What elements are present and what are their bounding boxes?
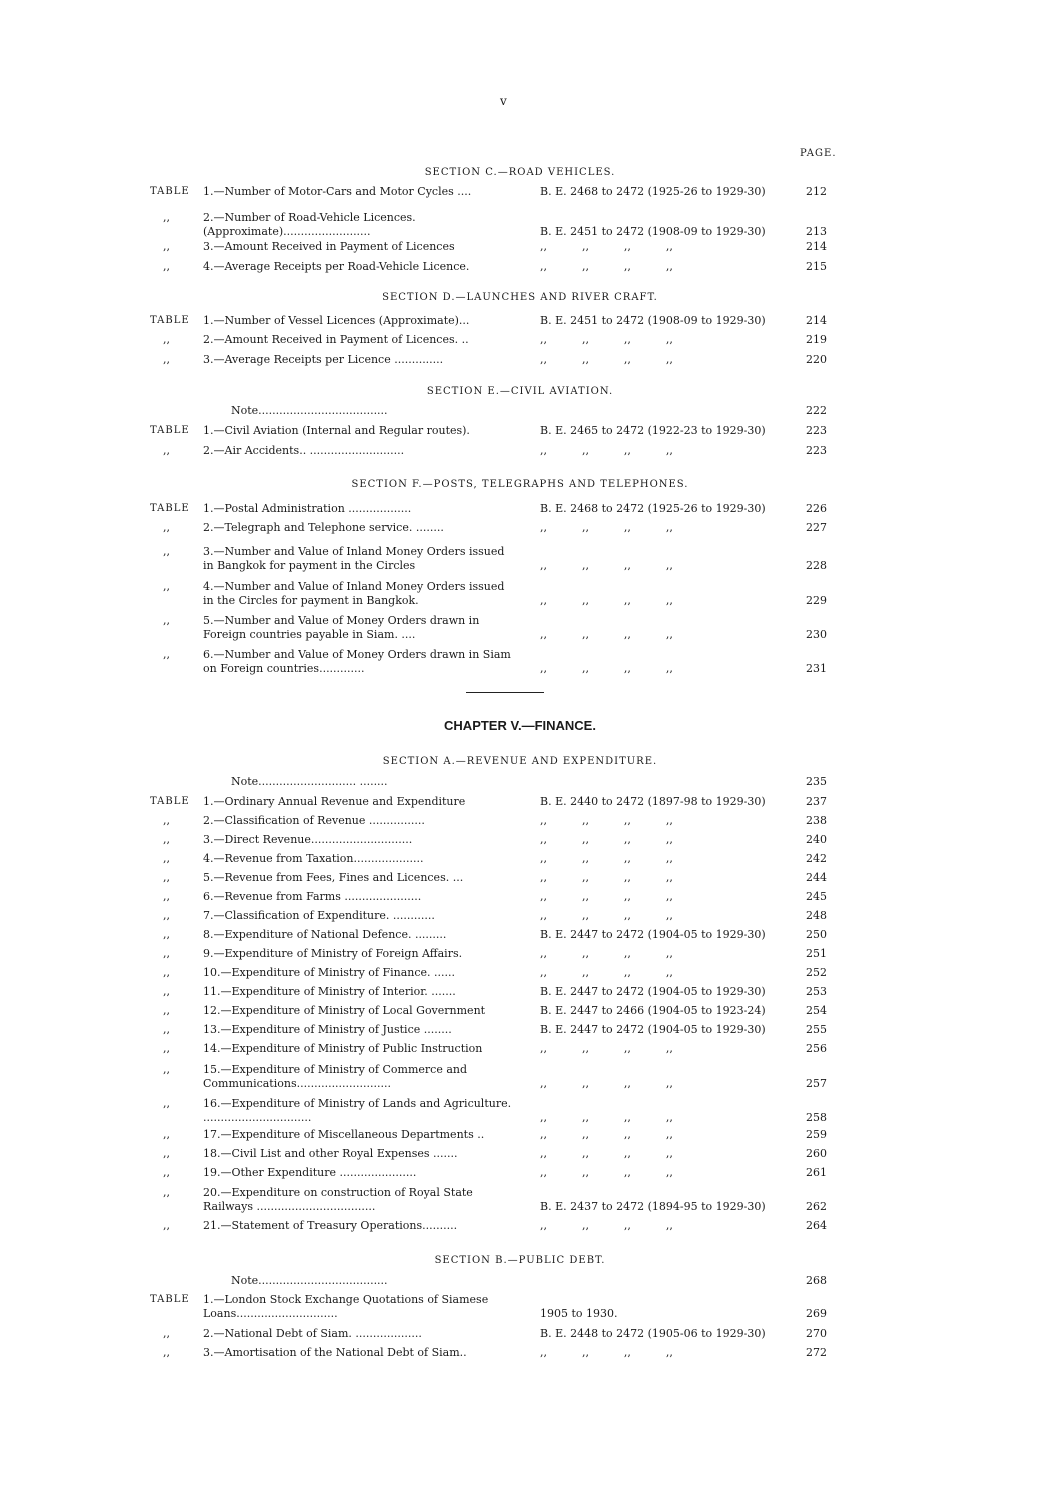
ditto-mark: ,,: [163, 1166, 170, 1179]
entry-period: B. E. 2448 to 2472 (1905-06 to 1929-30): [540, 1327, 766, 1340]
entry-period: ,, ,, ,, ,,: [540, 966, 673, 979]
entry-title: 19.—Other Expenditure ......................: [203, 1166, 417, 1179]
ditto-mark: ,,: [163, 580, 170, 593]
ditto-mark: ,,: [163, 1097, 170, 1110]
ditto-mark: ,,: [163, 545, 170, 558]
table-label: TABLE: [150, 315, 190, 326]
entry-title: 10.—Expenditure of Ministry of Finance. ......: [203, 966, 456, 979]
entry-title: 2.—Number of Road-Vehicle Licences. (Approximate).........................: [203, 211, 416, 238]
entry-page-number: 237: [806, 795, 827, 808]
entry-period: ,, ,, ,, ,,: [540, 1077, 673, 1090]
entry-period: ,, ,, ,, ,,: [540, 594, 673, 607]
ditto-mark: ,,: [163, 1327, 170, 1340]
entry-title: 1.—Ordinary Annual Revenue and Expenditure: [203, 795, 466, 808]
entry-page-number: 254: [806, 1004, 827, 1017]
ditto-mark: ,,: [163, 211, 170, 224]
table-label: TABLE: [150, 186, 190, 197]
entry-title: Note............................ ........: [231, 775, 388, 788]
entry-title: 16.—Expenditure of Ministry of Lands and Agriculture. ...............................: [203, 1097, 512, 1124]
entry-page-number: 251: [806, 947, 827, 960]
entry-period: ,, ,, ,, ,,: [540, 628, 673, 641]
entry-period: ,, ,, ,, ,,: [540, 444, 673, 457]
ditto-mark: ,,: [163, 909, 170, 922]
entry-page-number: 230: [806, 628, 827, 641]
entry-page-number: 255: [806, 1023, 827, 1036]
ditto-mark: ,,: [163, 852, 170, 865]
entry-page-number: 261: [806, 1166, 827, 1179]
entry-title: 8.—Expenditure of National Defence. .........: [203, 928, 447, 941]
entry-page-number: 242: [806, 852, 827, 865]
entry-period: 1905 to 1930.: [540, 1307, 618, 1320]
entry-page-number: 214: [806, 314, 827, 327]
entry-period: ,, ,, ,, ,,: [540, 559, 673, 572]
entry-period: ,, ,, ,, ,,: [540, 1111, 673, 1124]
entry-period: ,, ,, ,, ,,: [540, 1346, 673, 1359]
section-heading: SECTION A.—REVENUE AND EXPENDITURE.: [382, 756, 658, 767]
entry-title: 4.—Average Receipts per Road-Vehicle Licence.: [203, 260, 470, 273]
entry-period: ,, ,, ,, ,,: [540, 947, 673, 960]
entry-page-number: 229: [806, 594, 827, 607]
entry-title: 3.—Direct Revenue.............................: [203, 833, 413, 846]
entry-page-number: 222: [806, 404, 827, 417]
entry-period: ,, ,, ,, ,,: [540, 1147, 673, 1160]
ditto-mark: ,,: [163, 833, 170, 846]
entry-period: ,, ,, ,, ,,: [540, 833, 673, 846]
entry-title: 3.—Amortisation of the National Debt of Siam..: [203, 1346, 467, 1359]
entry-page-number: 219: [806, 333, 827, 346]
entry-title: 20.—Expenditure on construction of Royal State Railways ..................................: [203, 1186, 473, 1213]
entry-page-number: 253: [806, 985, 827, 998]
entry-page-number: 212: [806, 185, 827, 198]
entry-title: 2.—National Debt of Siam. ...................: [203, 1327, 422, 1340]
entry-title: 15.—Expenditure of Ministry of Commerce and Communications...........................: [203, 1063, 468, 1090]
entry-title: 2.—Classification of Revenue ................: [203, 814, 425, 827]
table-label: TABLE: [150, 796, 190, 807]
entry-page-number: 270: [806, 1327, 827, 1340]
entry-title: 3.—Amount Received in Payment of Licences: [203, 240, 455, 253]
table-label: TABLE: [150, 425, 190, 436]
ditto-mark: ,,: [163, 928, 170, 941]
entry-period: B. E. 2451 to 2472 (1908-09 to 1929-30): [540, 225, 766, 238]
entry-page-number: 268: [806, 1274, 827, 1287]
entry-title: 5.—Number and Value of Money Orders drawn in Foreign countries payable in Siam. ....: [203, 614, 480, 641]
entry-title: 2.—Air Accidents.. ...........................: [203, 444, 405, 457]
ditto-mark: ,,: [163, 1128, 170, 1141]
divider-rule: [466, 692, 544, 693]
entry-title: 2.—Amount Received in Payment of Licences. ..: [203, 333, 469, 346]
entry-page-number: 262: [806, 1200, 827, 1213]
entry-title: Note.....................................: [231, 404, 388, 417]
ditto-mark: ,,: [163, 521, 170, 534]
entry-title: 1.—Number of Vessel Licences (Approximate)...: [203, 314, 470, 327]
ditto-mark: ,,: [163, 985, 170, 998]
entry-page-number: 250: [806, 928, 827, 941]
entry-period: ,, ,, ,, ,,: [540, 260, 673, 273]
ditto-mark: ,,: [163, 240, 170, 253]
ditto-mark: ,,: [163, 966, 170, 979]
entry-title: 17.—Expenditure of Miscellaneous Departments ..: [203, 1128, 485, 1141]
entry-period: B. E. 2447 to 2466 (1904-05 to 1923-24): [540, 1004, 766, 1017]
ditto-mark: ,,: [163, 1219, 170, 1232]
entry-title: Note.....................................: [231, 1274, 388, 1287]
entry-title: 1.—London Stock Exchange Quotations of Siamese Loans.............................: [203, 1293, 489, 1320]
entry-period: ,, ,, ,, ,,: [540, 240, 673, 253]
ditto-mark: ,,: [163, 1023, 170, 1036]
entry-page-number: 214: [806, 240, 827, 253]
entry-page-number: 259: [806, 1128, 827, 1141]
ditto-mark: ,,: [163, 1186, 170, 1199]
entry-period: ,, ,, ,, ,,: [540, 852, 673, 865]
ditto-mark: ,,: [163, 614, 170, 627]
entry-period: B. E. 2440 to 2472 (1897-98 to 1929-30): [540, 795, 766, 808]
entry-title: 11.—Expenditure of Ministry of Interior. .......: [203, 985, 456, 998]
entry-period: ,, ,, ,, ,,: [540, 890, 673, 903]
entry-period: ,, ,, ,, ,,: [540, 1128, 673, 1141]
entry-period: ,, ,, ,, ,,: [540, 909, 673, 922]
entry-title: 14.—Expenditure of Ministry of Public Instruction: [203, 1042, 483, 1055]
entry-page-number: 223: [806, 424, 827, 437]
entry-title: 3.—Average Receipts per Licence ..............: [203, 353, 444, 366]
ditto-mark: ,,: [163, 1147, 170, 1160]
entry-title: 6.—Revenue from Farms ......................: [203, 890, 422, 903]
entry-page-number: 213: [806, 225, 827, 238]
page-column-heading: PAGE.: [800, 148, 837, 159]
entry-title: 1.—Number of Motor-Cars and Motor Cycles ....: [203, 185, 472, 198]
entry-page-number: 215: [806, 260, 827, 273]
entry-page-number: 245: [806, 890, 827, 903]
entry-period: B. E. 2447 to 2472 (1904-05 to 1929-30): [540, 1023, 766, 1036]
entry-page-number: 227: [806, 521, 827, 534]
chapter-title: CHAPTER V.—FINANCE.: [444, 718, 596, 733]
entry-title: 7.—Classification of Expenditure. ............: [203, 909, 435, 922]
entry-page-number: 238: [806, 814, 827, 827]
section-heading: SECTION E.—CIVIL AVIATION.: [426, 386, 614, 397]
ditto-mark: ,,: [163, 1042, 170, 1055]
entry-period: ,, ,, ,, ,,: [540, 1219, 673, 1232]
entry-page-number: 220: [806, 353, 827, 366]
ditto-mark: ,,: [163, 947, 170, 960]
table-label: TABLE: [150, 1294, 190, 1305]
ditto-mark: ,,: [163, 260, 170, 273]
entry-period: B. E. 2437 to 2472 (1894-95 to 1929-30): [540, 1200, 766, 1213]
entry-title: 4.—Revenue from Taxation....................: [203, 852, 424, 865]
entry-page-number: 240: [806, 833, 827, 846]
entry-page-number: 244: [806, 871, 827, 884]
entry-page-number: 269: [806, 1307, 827, 1320]
entry-page-number: 264: [806, 1219, 827, 1232]
entry-title: 5.—Revenue from Fees, Fines and Licences. ...: [203, 871, 464, 884]
entry-period: B. E. 2447 to 2472 (1904-05 to 1929-30): [540, 928, 766, 941]
entry-page-number: 252: [806, 966, 827, 979]
entry-title: 2.—Telegraph and Telephone service. ........: [203, 521, 444, 534]
table-label: TABLE: [150, 503, 190, 514]
entry-title: 9.—Expenditure of Ministry of Foreign Affairs.: [203, 947, 463, 960]
entry-period: ,, ,, ,, ,,: [540, 353, 673, 366]
entry-period: ,, ,, ,, ,,: [540, 521, 673, 534]
entry-title: 3.—Number and Value of Inland Money Orders issued in Bangkok for payment in the Circles: [203, 545, 505, 572]
entry-period: B. E. 2465 to 2472 (1922-23 to 1929-30): [540, 424, 766, 437]
entry-page-number: 256: [806, 1042, 827, 1055]
entry-title: 13.—Expenditure of Ministry of Justice ........: [203, 1023, 452, 1036]
entry-period: ,, ,, ,, ,,: [540, 1042, 673, 1055]
ditto-mark: ,,: [163, 1346, 170, 1359]
entry-page-number: 226: [806, 502, 827, 515]
entry-page-number: 272: [806, 1346, 827, 1359]
entry-page-number: 258: [806, 1111, 827, 1124]
ditto-mark: ,,: [163, 648, 170, 661]
entry-title: 18.—Civil List and other Royal Expenses .......: [203, 1147, 458, 1160]
entry-period: ,, ,, ,, ,,: [540, 1166, 673, 1179]
ditto-mark: ,,: [163, 353, 170, 366]
entry-page-number: 257: [806, 1077, 827, 1090]
page-number: v: [500, 94, 507, 108]
entry-period: ,, ,, ,, ,,: [540, 662, 673, 675]
entry-page-number: 231: [806, 662, 827, 675]
entry-title: 6.—Number and Value of Money Orders drawn in Siam on Foreign countries.............: [203, 648, 511, 675]
ditto-mark: ,,: [163, 1063, 170, 1076]
section-heading: SECTION D.—LAUNCHES AND RIVER CRAFT.: [382, 292, 658, 303]
section-heading: SECTION C.—ROAD VEHICLES.: [424, 167, 616, 178]
entry-period: B. E. 2468 to 2472 (1925-26 to 1929-30): [540, 502, 766, 515]
entry-title: 21.—Statement of Treasury Operations..........: [203, 1219, 458, 1232]
entry-title: 1.—Postal Administration ..................: [203, 502, 412, 515]
section-heading: SECTION B.—PUBLIC DEBT.: [434, 1255, 606, 1266]
entry-page-number: 235: [806, 775, 827, 788]
entry-period: ,, ,, ,, ,,: [540, 814, 673, 827]
entry-page-number: 260: [806, 1147, 827, 1160]
entry-period: B. E. 2451 to 2472 (1908-09 to 1929-30): [540, 314, 766, 327]
entry-page-number: 248: [806, 909, 827, 922]
entry-title: 12.—Expenditure of Ministry of Local Government: [203, 1004, 486, 1017]
entry-page-number: 223: [806, 444, 827, 457]
entry-title: 1.—Civil Aviation (Internal and Regular routes).: [203, 424, 470, 437]
section-heading: SECTION F.—POSTS, TELEGRAPHS AND TELEPHONES.: [351, 479, 689, 490]
ditto-mark: ,,: [163, 814, 170, 827]
ditto-mark: ,,: [163, 871, 170, 884]
ditto-mark: ,,: [163, 890, 170, 903]
ditto-mark: ,,: [163, 444, 170, 457]
entry-period: B. E. 2468 to 2472 (1925-26 to 1929-30): [540, 185, 766, 198]
entry-title: 4.—Number and Value of Inland Money Orders issued in the Circles for payment in Bangkok.: [203, 580, 505, 607]
entry-page-number: 228: [806, 559, 827, 572]
entry-period: ,, ,, ,, ,,: [540, 333, 673, 346]
ditto-mark: ,,: [163, 333, 170, 346]
entry-period: B. E. 2447 to 2472 (1904-05 to 1929-30): [540, 985, 766, 998]
entry-period: ,, ,, ,, ,,: [540, 871, 673, 884]
ditto-mark: ,,: [163, 1004, 170, 1017]
